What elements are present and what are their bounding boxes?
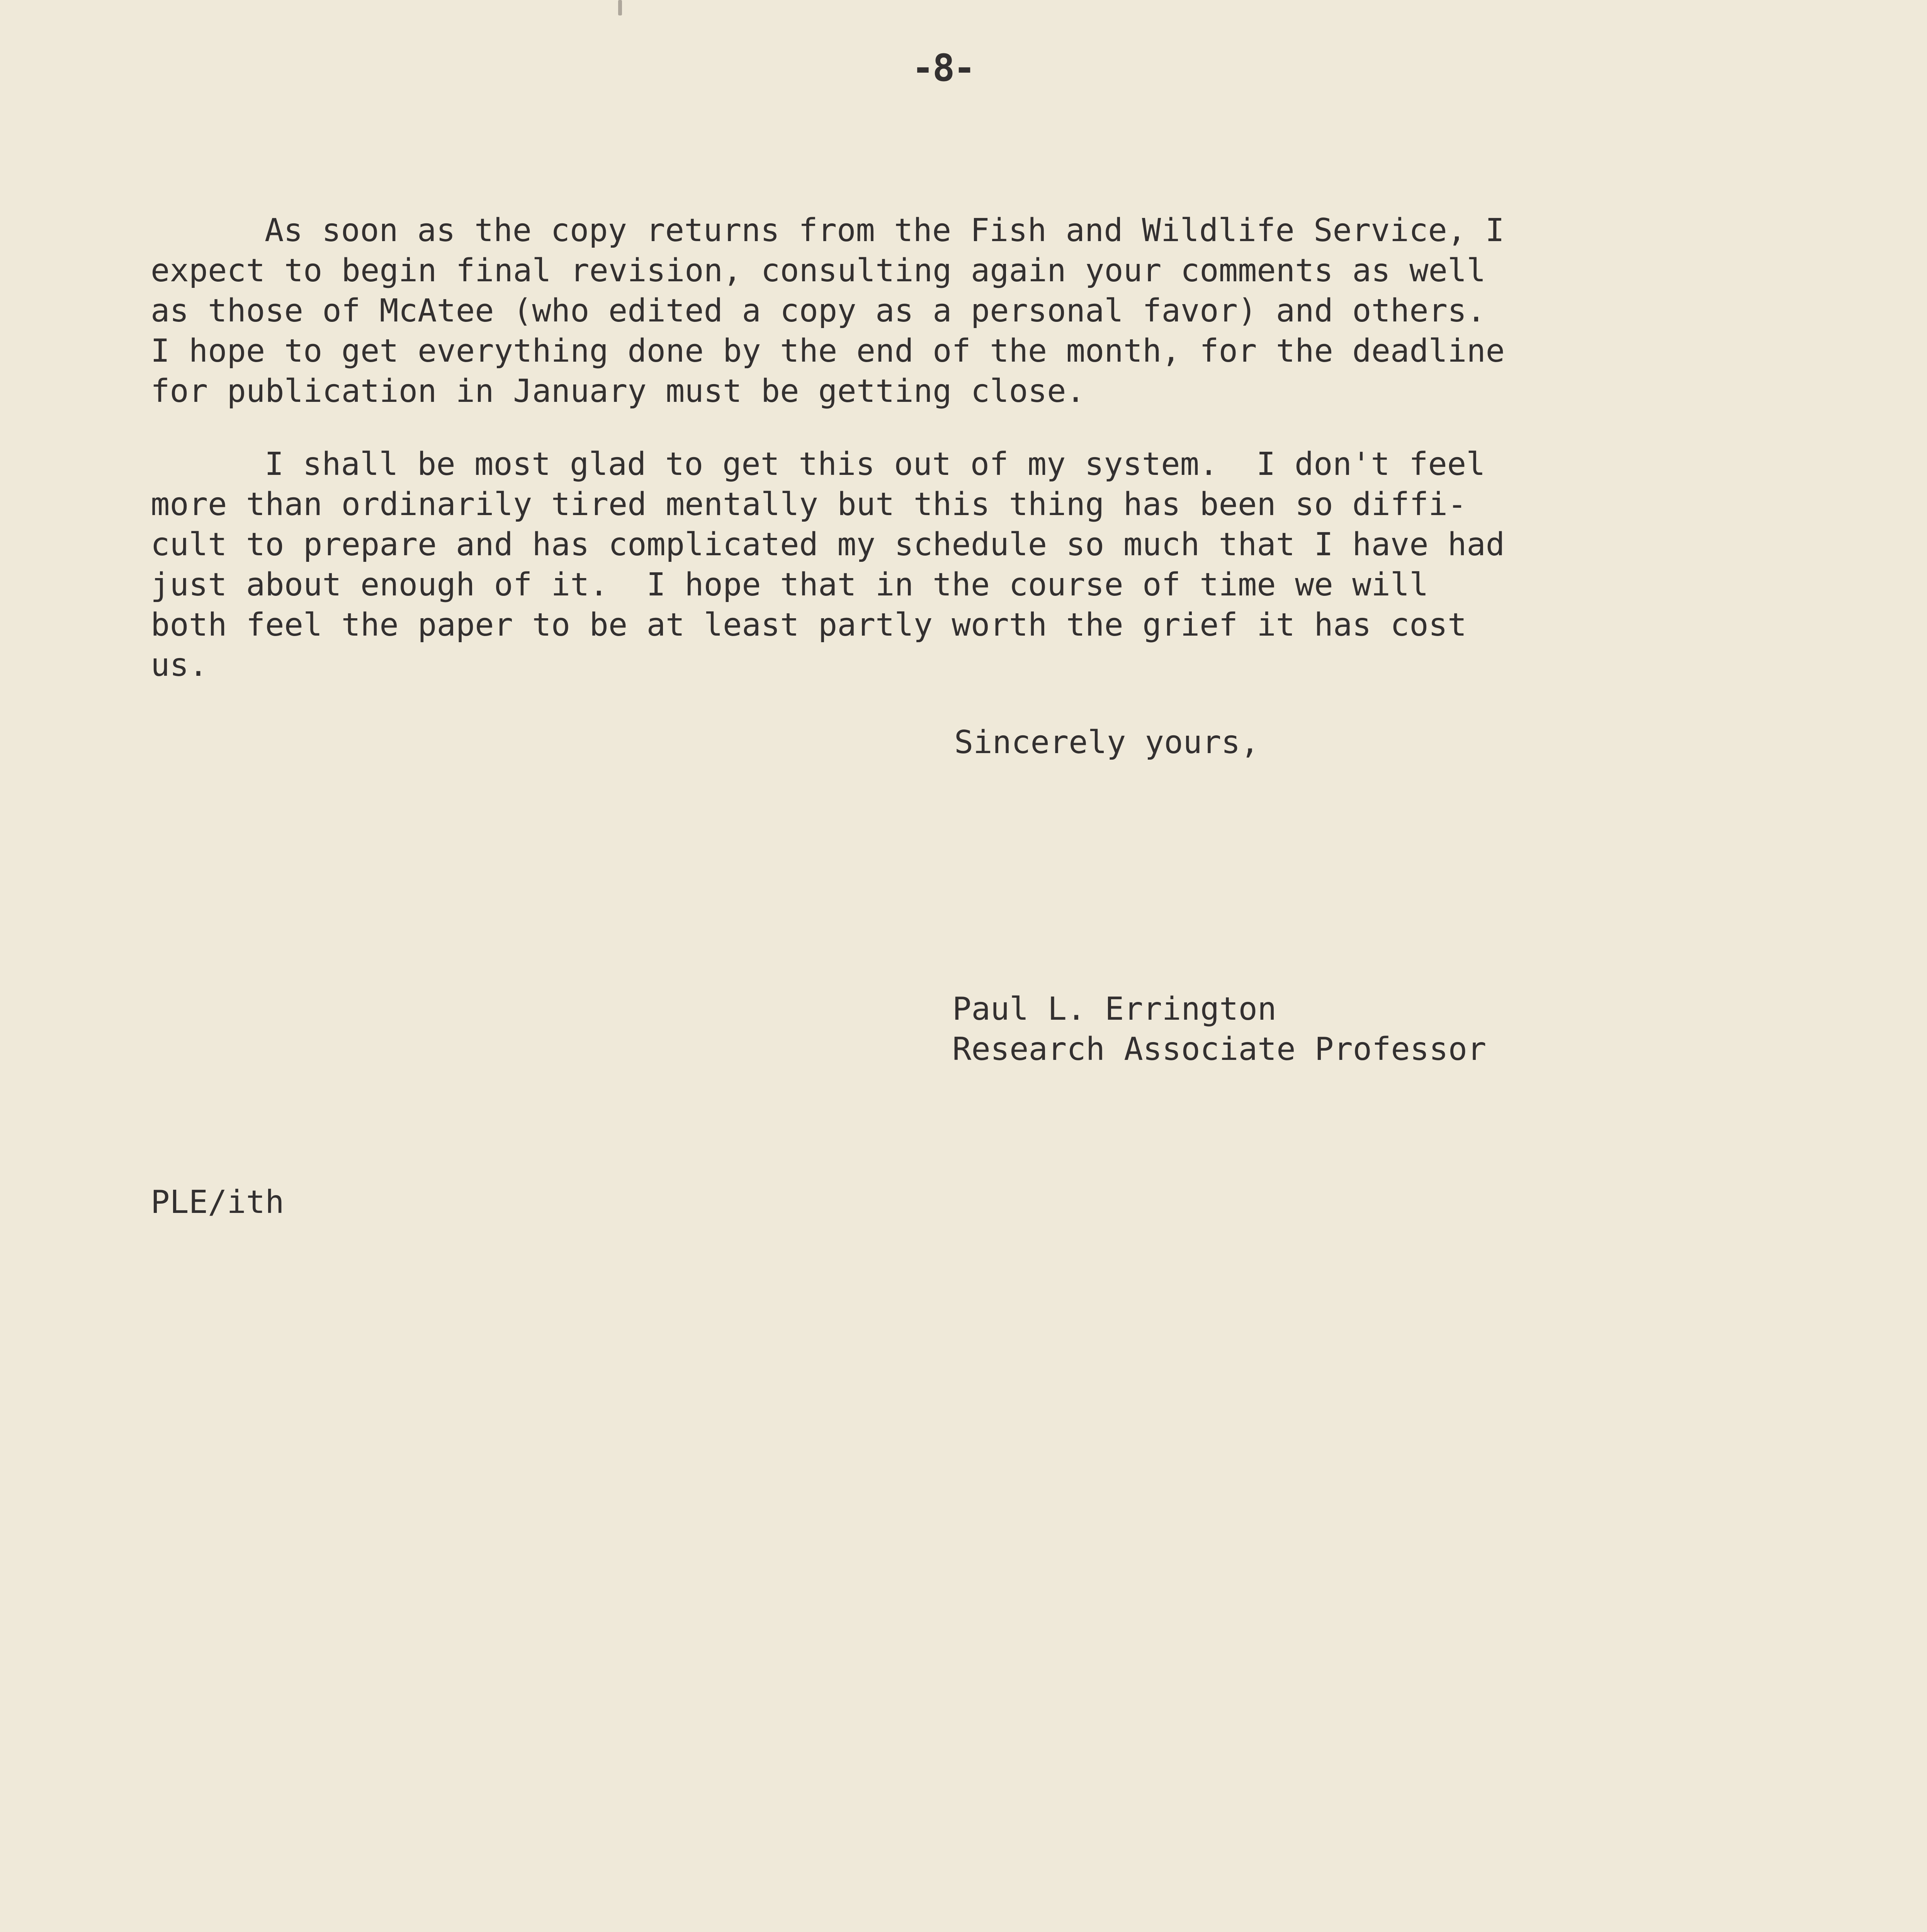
body-paragraph-2 bbox=[151, 444, 1505, 685]
paragraph-line: more than ordinarily tired mentally but this thing has been so diffi- bbox=[151, 486, 1467, 523]
paragraph-line: for publication in January must be getting close. bbox=[151, 373, 1086, 410]
paragraph-line: expect to begin final revision, consulting again your comments as well bbox=[151, 252, 1486, 289]
paragraph-line: I shall be most glad to get this out of my system. I don't feel bbox=[265, 446, 1485, 483]
page-number: -8- bbox=[912, 46, 974, 90]
body-paragraph-1 bbox=[151, 211, 1505, 412]
paragraph-line: us. bbox=[151, 647, 208, 684]
paragraph-line: I hope to get everything done by the end of the month, for the deadline bbox=[151, 333, 1505, 369]
paper-speck bbox=[618, 0, 622, 15]
paragraph-line: as those of McAtee (who edited a copy as a personal favor) and others. bbox=[151, 293, 1486, 329]
paragraph-line: cult to prepare and has complicated my schedule so much that I have had bbox=[151, 526, 1505, 563]
closing: Sincerely yours, bbox=[954, 724, 1259, 761]
paragraph-line: just about enough of it. I hope that in the course of time we will bbox=[151, 566, 1429, 603]
paragraph-line: As soon as the copy returns from the Fish and Wildlife Service, I bbox=[265, 212, 1504, 249]
signature-name: Paul L. Errington bbox=[952, 991, 1277, 1027]
signature-block bbox=[952, 989, 1486, 1070]
paragraph-line: both feel the paper to be at least partly worth the grief it has cost bbox=[151, 607, 1467, 643]
signature-title: Research Associate Professor bbox=[952, 1031, 1487, 1068]
reference-initials: PLE/ith bbox=[151, 1184, 284, 1221]
